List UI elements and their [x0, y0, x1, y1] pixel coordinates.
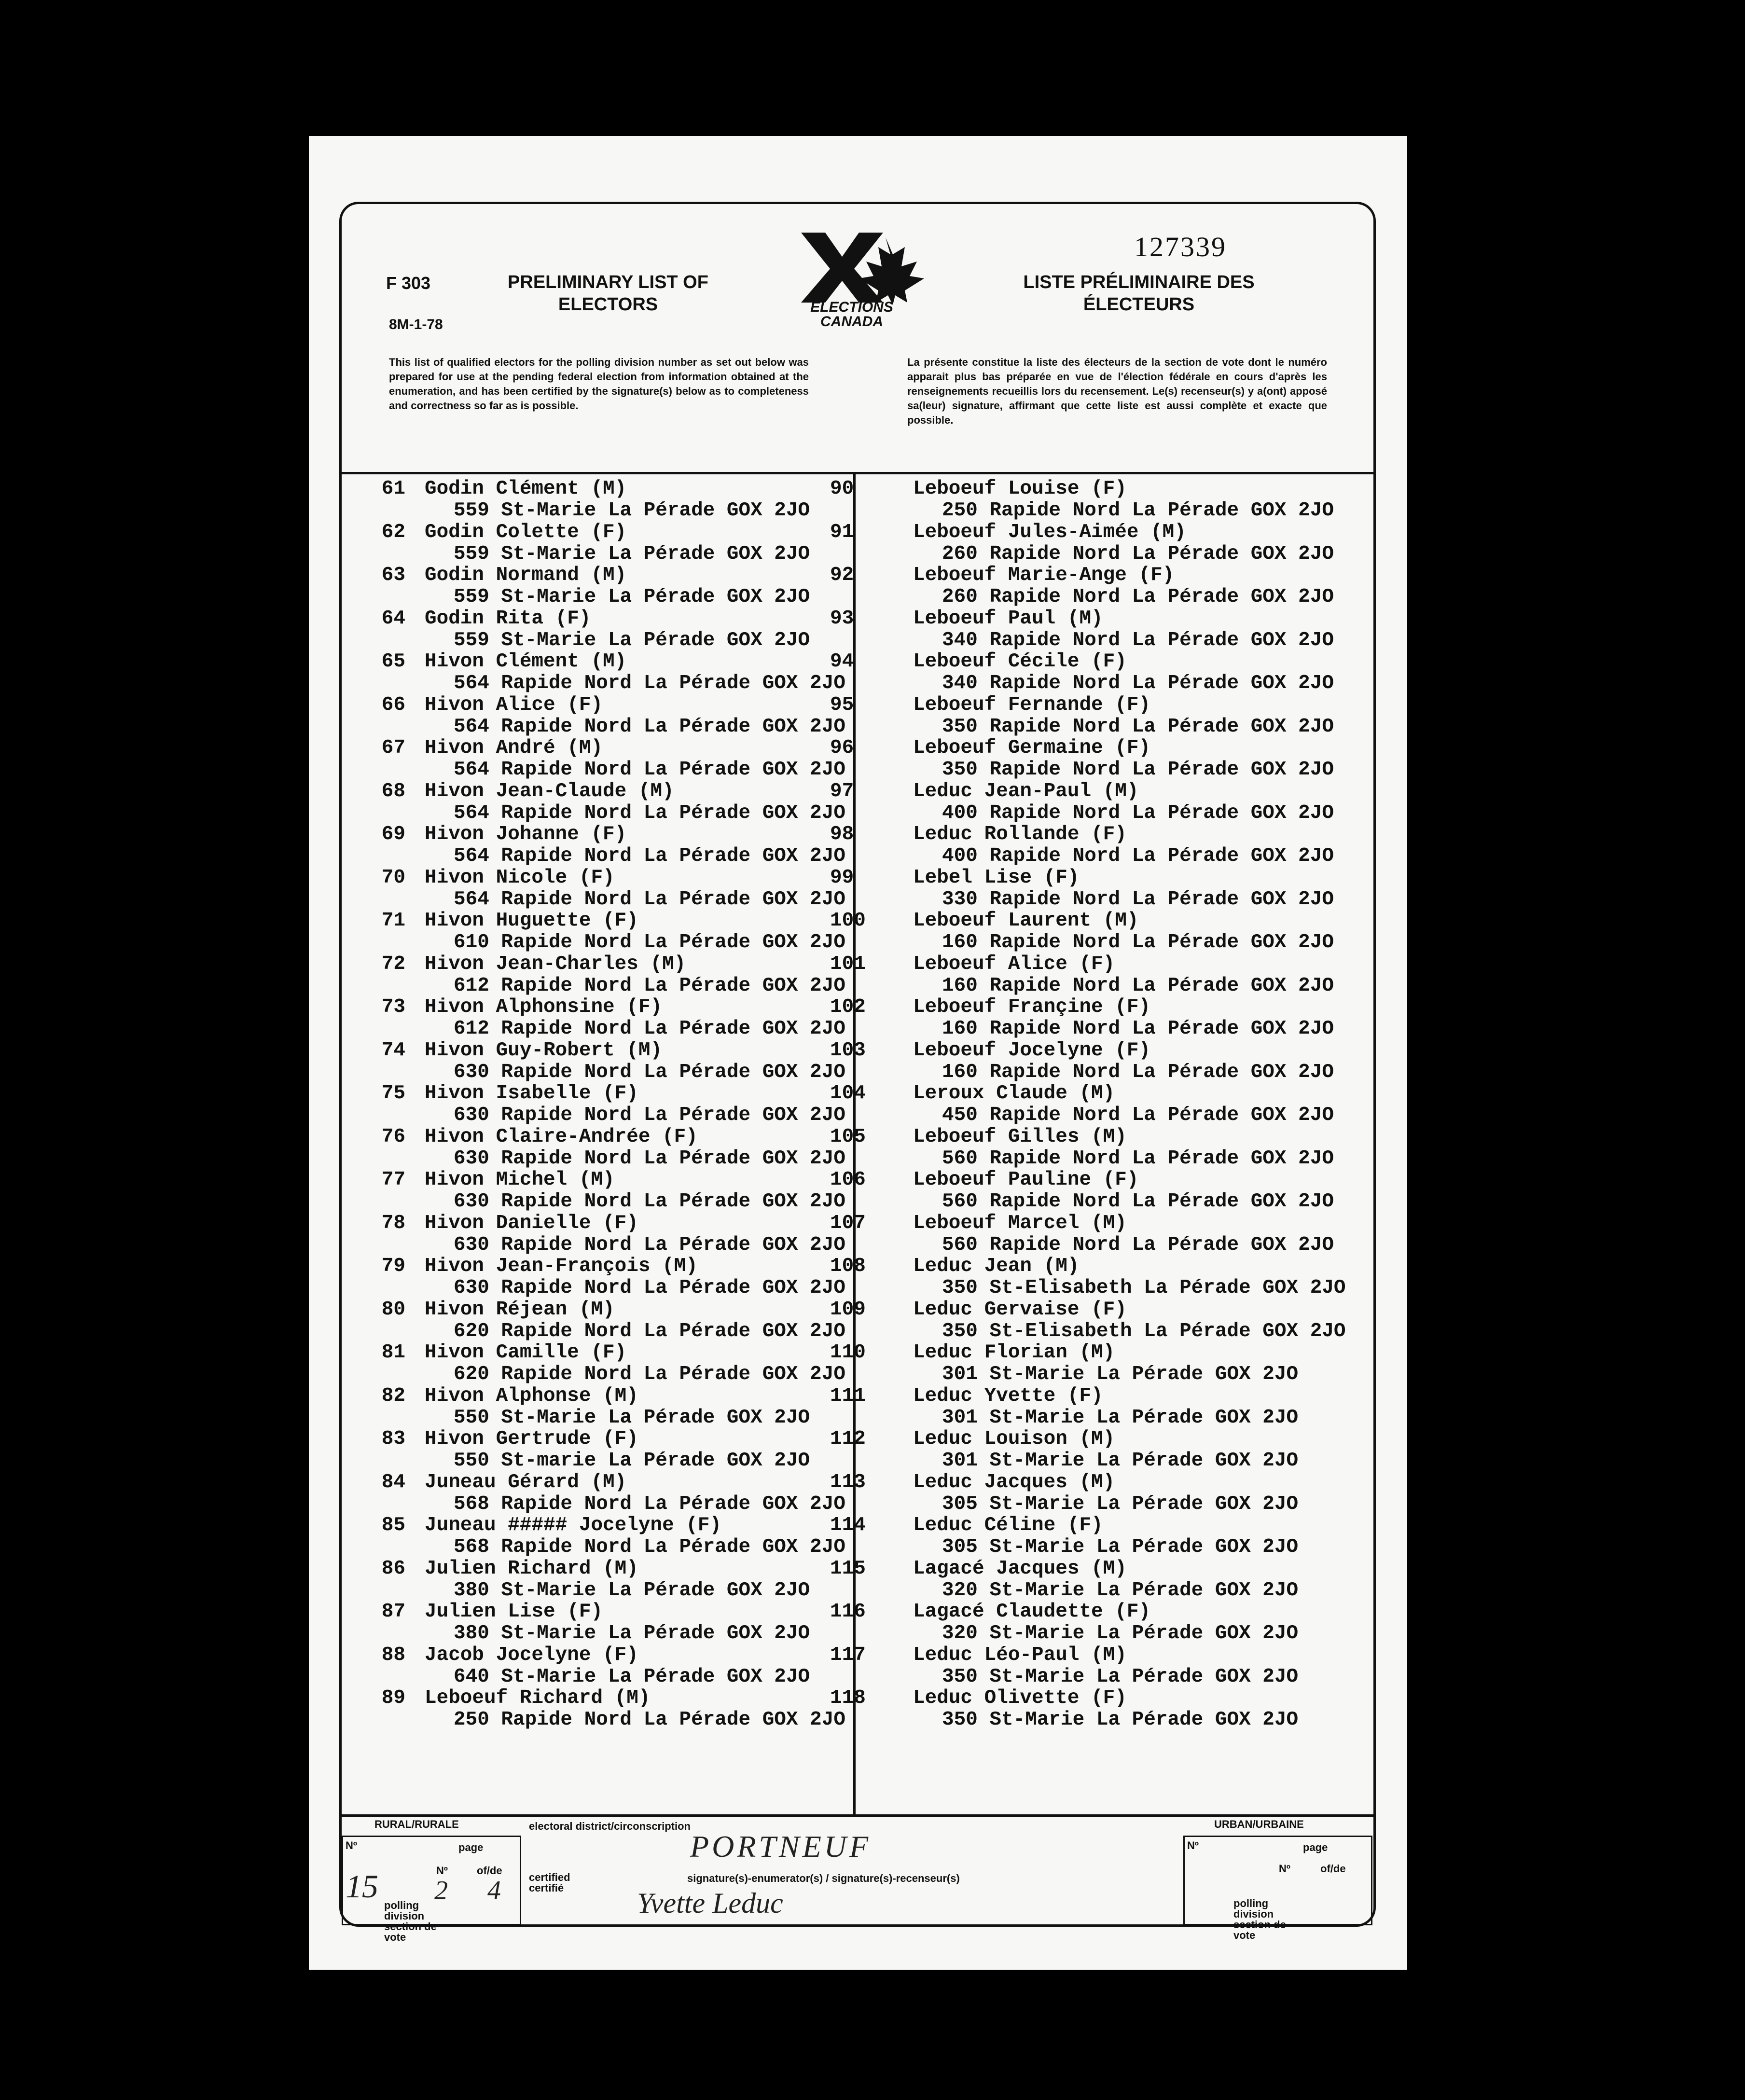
entry-number: 86: [381, 1557, 405, 1580]
page-number-handwritten: 2: [434, 1876, 448, 1906]
entry-name: Hivon Alphonse (M): [425, 1384, 638, 1407]
urban-no-label: Nº: [1187, 1839, 1199, 1851]
entry-number: 90: [830, 478, 854, 500]
entry-name: Leboeuf Françine (F): [913, 996, 1151, 1018]
entry-name: Hivon Isabelle (F): [425, 1082, 638, 1105]
entry-number: 82: [381, 1384, 405, 1407]
entry-address: 160 Rapide Nord La Pérade GOX 2JO: [942, 974, 1334, 997]
entry-name: Leboeuf Cécile (F): [913, 650, 1127, 673]
entry-address: 301 St-Marie La Pérade GOX 2JO: [942, 1406, 1299, 1429]
entry-number: 94: [830, 650, 854, 673]
entry-address: 305 St-Marie La Pérade GOX 2JO: [942, 1536, 1299, 1558]
entry-address: 564 Rapide Nord La Pérade GOX 2JO: [454, 715, 845, 738]
entry-address: 559 St-Marie La Pérade GOX 2JO: [454, 629, 810, 651]
entry-name: Hivon Danielle (F): [425, 1212, 638, 1234]
elections-canada-logo: [796, 228, 927, 329]
entry-name: Godin Rita (F): [425, 607, 591, 630]
entry-name: Hivon Huguette (F): [425, 910, 638, 932]
entry-name: Juneau Gérard (M): [425, 1471, 627, 1493]
entry-name: Leboeuf Marcel (M): [913, 1212, 1127, 1234]
entry-number: 93: [830, 607, 854, 630]
entry-name: Leduc Florian (M): [913, 1341, 1115, 1364]
entry-address: 340 Rapide Nord La Pérade GOX 2JO: [942, 672, 1334, 694]
entry-number: 70: [381, 866, 405, 889]
entry-address: 350 Rapide Nord La Pérade GOX 2JO: [942, 715, 1334, 738]
district-label: electoral district/circonscription: [529, 1820, 691, 1832]
entry-number: 61: [381, 478, 405, 500]
entry-name: Hivon Nicole (F): [425, 866, 615, 889]
entry-number: 91: [830, 521, 854, 543]
entry-address: 564 Rapide Nord La Pérade GOX 2JO: [454, 845, 845, 867]
entry-number: 74: [381, 1039, 405, 1062]
rural-of-label: of/de: [477, 1865, 502, 1877]
entry-address: 559 St-Marie La Pérade GOX 2JO: [454, 586, 810, 608]
intro-english: This list of qualified electors for the polling division number as set out below was prepared for use at the pending federal election from information obtained at the enumeration, and has been certified by the signature(s) below as to completeness and correctness so far as is possible.: [389, 356, 809, 412]
entry-number: 100: [830, 910, 866, 932]
intro-french: La présente constitue la liste des électeurs de la section de vote dont le numéro apparait plus bas préparée en vue de l'élection fédérale en cours d'après les renseignements recueillis lors du recensement. Le(s) recenseur(s) y a(ont) apposé sa(leur) signature, affirmant que cette liste est aussi complète et exacte que possible.: [907, 356, 1327, 426]
entry-number: 92: [830, 564, 854, 586]
entry-name: Leboeuf Richard (M): [425, 1687, 651, 1709]
entry-name: Leduc Léo-Paul (M): [913, 1644, 1127, 1666]
entry-name: Leboeuf Gilles (M): [913, 1125, 1127, 1148]
entry-address: 612 Rapide Nord La Pérade GOX 2JO: [454, 1018, 845, 1040]
entry-address: 620 Rapide Nord La Pérade GOX 2JO: [454, 1320, 845, 1342]
entry-name: Hivon Gertrude (F): [425, 1428, 638, 1450]
entry-name: Leboeuf Paul (M): [913, 607, 1103, 630]
entry-address: 560 Rapide Nord La Pérade GOX 2JO: [942, 1147, 1334, 1170]
page-of-handwritten: 4: [487, 1876, 501, 1906]
entry-address: 550 St-marie La Pérade GOX 2JO: [454, 1450, 810, 1472]
entry-name: Hivon Claire-Andrée (F): [425, 1125, 698, 1148]
signature-handwritten: Yvette Leduc: [637, 1887, 783, 1919]
entry-name: Hivon Clément (M): [425, 650, 627, 673]
entry-number: 113: [830, 1471, 866, 1493]
entry-number: 99: [830, 866, 854, 889]
entry-address: 340 Rapide Nord La Pérade GOX 2JO: [942, 629, 1334, 651]
entry-name: Lagacé Claudette (F): [913, 1601, 1151, 1623]
entry-number: 78: [381, 1212, 405, 1234]
entry-name: Leboeuf Jules-Aimée (M): [913, 521, 1186, 543]
entry-number: 73: [381, 996, 405, 1018]
entry-address: 260 Rapide Nord La Pérade GOX 2JO: [942, 586, 1334, 608]
entry-number: 75: [381, 1082, 405, 1105]
entry-number: 89: [381, 1687, 405, 1709]
entry-number: 68: [381, 780, 405, 802]
entry-name: Hivon Guy-Robert (M): [425, 1039, 663, 1062]
entry-address: 568 Rapide Nord La Pérade GOX 2JO: [454, 1536, 845, 1558]
rural-label: RURAL/RURALE: [374, 1818, 459, 1830]
entry-number: 95: [830, 693, 854, 716]
entry-name: Julien Lise (F): [425, 1601, 603, 1623]
entry-number: 109: [830, 1298, 866, 1321]
entry-address: 630 Rapide Nord La Pérade GOX 2JO: [454, 1277, 845, 1299]
entry-number: 67: [381, 737, 405, 759]
entry-name: Hivon Jean-Charles (M): [425, 953, 686, 975]
urban-page-no-label: Nº: [1279, 1863, 1290, 1875]
entry-number: 105: [830, 1125, 866, 1148]
entry-number: 112: [830, 1428, 866, 1450]
rural-page-no-label: Nº: [436, 1865, 448, 1877]
entry-address: 250 Rapide Nord La Pérade GOX 2JO: [454, 1709, 845, 1731]
entry-address: 630 Rapide Nord La Pérade GOX 2JO: [454, 1104, 845, 1126]
entry-address: 350 Rapide Nord La Pérade GOX 2JO: [942, 759, 1334, 781]
entry-number: 97: [830, 780, 854, 802]
divider-bottom: [342, 1814, 1373, 1817]
entry-number: 64: [381, 607, 405, 630]
entry-name: Godin Normand (M): [425, 564, 627, 586]
entry-number: 76: [381, 1125, 405, 1148]
entry-name: Leboeuf Pauline (F): [913, 1169, 1139, 1191]
entry-address: 330 Rapide Nord La Pérade GOX 2JO: [942, 888, 1334, 911]
district-handwritten: PORTNEUF: [690, 1829, 872, 1864]
entry-address: 564 Rapide Nord La Pérade GOX 2JO: [454, 801, 845, 824]
entry-name: Leduc Céline (F): [913, 1514, 1103, 1536]
entry-address: 301 St-Marie La Pérade GOX 2JO: [942, 1363, 1299, 1385]
entry-name: Godin Colette (F): [425, 521, 627, 543]
entry-name: Leboeuf Laurent (M): [913, 910, 1139, 932]
entry-number: 63: [381, 564, 405, 586]
urban-page-label: page: [1303, 1841, 1328, 1853]
entry-number: 104: [830, 1082, 866, 1105]
entry-name: Leroux Claude (M): [913, 1082, 1115, 1105]
entry-name: Hivon Alphonsine (F): [425, 996, 663, 1018]
urban-polling-label: polling division section de vote: [1233, 1897, 1286, 1941]
rural-page-label: page: [458, 1841, 484, 1853]
entry-name: Leduc Yvette (F): [913, 1384, 1103, 1407]
entry-number: 107: [830, 1212, 866, 1234]
entry-name: Hivon Jean-Claude (M): [425, 780, 674, 802]
entry-name: Leboeuf Alice (F): [913, 953, 1115, 975]
entry-name: Leduc Jacques (M): [913, 1471, 1115, 1493]
entry-name: Leboeuf Fernande (F): [913, 693, 1151, 716]
entry-number: 71: [381, 910, 405, 932]
entry-name: Leduc Jean-Paul (M): [913, 780, 1139, 802]
entry-address: 559 St-Marie La Pérade GOX 2JO: [454, 542, 810, 565]
urban-of-label: of/de: [1320, 1863, 1346, 1875]
rural-no-label: Nº: [346, 1839, 357, 1851]
entry-number: 106: [830, 1169, 866, 1191]
entry-address: 568 Rapide Nord La Pérade GOX 2JO: [454, 1492, 845, 1515]
form-number: F 303: [386, 273, 431, 293]
entry-number: 118: [830, 1687, 866, 1709]
entry-name: Julien Richard (M): [425, 1557, 638, 1580]
entry-address: 564 Rapide Nord La Pérade GOX 2JO: [454, 888, 845, 911]
divider-top: [342, 472, 1373, 474]
entry-number: 80: [381, 1298, 405, 1321]
entry-address: 350 St-Elisabeth La Pérade GOX 2JO: [942, 1320, 1346, 1342]
entry-address: 380 St-Marie La Pérade GOX 2JO: [454, 1579, 810, 1602]
entry-number: 103: [830, 1039, 866, 1062]
form-date: 8M-1-78: [389, 317, 443, 332]
entry-name: Godin Clément (M): [425, 478, 627, 500]
entry-address: 305 St-Marie La Pérade GOX 2JO: [942, 1492, 1299, 1515]
entry-name: Leduc Jean (M): [913, 1255, 1080, 1277]
entry-number: 96: [830, 737, 854, 759]
entry-address: 560 Rapide Nord La Pérade GOX 2JO: [942, 1233, 1334, 1256]
entry-name: Leduc Gervaise (F): [913, 1298, 1127, 1321]
entry-address: 559 St-Marie La Pérade GOX 2JO: [454, 499, 810, 522]
entry-address: 350 St-Elisabeth La Pérade GOX 2JO: [942, 1277, 1346, 1299]
entry-name: Leboeuf Germaine (F): [913, 737, 1151, 759]
entry-address: 350 St-Marie La Pérade GOX 2JO: [942, 1709, 1299, 1731]
entry-address: 610 Rapide Nord La Pérade GOX 2JO: [454, 931, 845, 953]
entry-address: 630 Rapide Nord La Pérade GOX 2JO: [454, 1233, 845, 1256]
entry-number: 102: [830, 996, 866, 1018]
entry-address: 450 Rapide Nord La Pérade GOX 2JO: [942, 1104, 1334, 1126]
entry-name: Leduc Rollande (F): [913, 823, 1127, 845]
entry-name: Hivon Michel (M): [425, 1169, 615, 1191]
entry-address: 250 Rapide Nord La Pérade GOX 2JO: [942, 499, 1334, 522]
entry-address: 612 Rapide Nord La Pérade GOX 2JO: [454, 974, 845, 997]
entry-number: 69: [381, 823, 405, 845]
entry-address: 630 Rapide Nord La Pérade GOX 2JO: [454, 1061, 845, 1083]
entry-number: 116: [830, 1601, 866, 1623]
entry-address: 380 St-Marie La Pérade GOX 2JO: [454, 1622, 810, 1644]
entry-number: 117: [830, 1644, 866, 1666]
entry-address: 260 Rapide Nord La Pérade GOX 2JO: [942, 542, 1334, 565]
entry-address: 630 Rapide Nord La Pérade GOX 2JO: [454, 1190, 845, 1213]
entry-number: 88: [381, 1644, 405, 1666]
rural-polling-label: polling division section de vote: [384, 1899, 437, 1943]
entry-address: 160 Rapide Nord La Pérade GOX 2JO: [942, 1018, 1334, 1040]
entry-address: 160 Rapide Nord La Pérade GOX 2JO: [942, 931, 1334, 953]
entry-number: 81: [381, 1341, 405, 1364]
entry-name: Leboeuf Jocelyne (F): [913, 1039, 1151, 1062]
urban-label: URBAN/URBAINE: [1214, 1818, 1304, 1830]
entry-number: 83: [381, 1428, 405, 1450]
entry-address: 640 St-Marie La Pérade GOX 2JO: [454, 1665, 810, 1688]
entry-number: 87: [381, 1601, 405, 1623]
signature-label: signature(s)-enumerator(s) / signature(s)-recenseur(s): [687, 1872, 960, 1884]
entry-number: 115: [830, 1557, 866, 1580]
entry-address: 620 Rapide Nord La Pérade GOX 2JO: [454, 1363, 845, 1385]
entry-number: 66: [381, 693, 405, 716]
entry-address: 550 St-Marie La Pérade GOX 2JO: [454, 1406, 810, 1429]
entry-name: Hivon Réjean (M): [425, 1298, 615, 1321]
certified-label: certified certifié: [529, 1871, 570, 1894]
entry-name: Lebel Lise (F): [913, 866, 1080, 889]
title-english: PRELIMINARY LIST OF ELECTORS: [508, 272, 708, 315]
polling-number-handwritten: 15: [346, 1868, 378, 1905]
entry-address: 160 Rapide Nord La Pérade GOX 2JO: [942, 1061, 1334, 1083]
entry-address: 630 Rapide Nord La Pérade GOX 2JO: [454, 1147, 845, 1170]
entry-number: 65: [381, 650, 405, 673]
entry-number: 62: [381, 521, 405, 543]
entry-name: Hivon André (M): [425, 737, 603, 759]
entry-number: 72: [381, 953, 405, 975]
entry-name: Leboeuf Marie-Ange (F): [913, 564, 1175, 586]
title-french: LISTE PRÉLIMINAIRE DES ÉLECTEURS: [1023, 272, 1255, 315]
entry-address: 400 Rapide Nord La Pérade GOX 2JO: [942, 801, 1334, 824]
entry-address: 564 Rapide Nord La Pérade GOX 2JO: [454, 759, 845, 781]
logo-text: ELECTIONS CANADA: [810, 299, 893, 330]
entry-name: Hivon Camille (F): [425, 1341, 627, 1364]
entry-number: 85: [381, 1514, 405, 1536]
entry-address: 350 St-Marie La Pérade GOX 2JO: [942, 1665, 1299, 1688]
entry-number: 101: [830, 953, 866, 975]
entry-name: Leduc Olivette (F): [913, 1687, 1127, 1709]
entry-address: 560 Rapide Nord La Pérade GOX 2JO: [942, 1190, 1334, 1213]
entry-address: 320 St-Marie La Pérade GOX 2JO: [942, 1579, 1299, 1602]
entry-name: Hivon Alice (F): [425, 693, 603, 716]
entry-address: 301 St-Marie La Pérade GOX 2JO: [942, 1450, 1299, 1472]
entry-number: 114: [830, 1514, 866, 1536]
entry-name: Juneau ##### Jocelyne (F): [425, 1514, 722, 1536]
entry-name: Hivon Jean-François (M): [425, 1255, 698, 1277]
entry-address: 320 St-Marie La Pérade GOX 2JO: [942, 1622, 1299, 1644]
entry-name: Lagacé Jacques (M): [913, 1557, 1127, 1580]
entry-name: Leduc Louison (M): [913, 1428, 1115, 1450]
entry-name: Leboeuf Louise (F): [913, 478, 1127, 500]
entry-number: 84: [381, 1471, 405, 1493]
entry-name: Jacob Jocelyne (F): [425, 1644, 638, 1666]
entry-number: 98: [830, 823, 854, 845]
entry-number: 108: [830, 1255, 866, 1277]
list-number: 127339: [1134, 231, 1227, 262]
maple-leaf-icon: [796, 228, 927, 305]
entry-number: 79: [381, 1255, 405, 1277]
entry-number: 77: [381, 1169, 405, 1191]
entry-address: 400 Rapide Nord La Pérade GOX 2JO: [942, 845, 1334, 867]
entry-number: 111: [830, 1384, 866, 1407]
entry-address: 564 Rapide Nord La Pérade GOX 2JO: [454, 672, 845, 694]
entry-number: 110: [830, 1341, 866, 1364]
entry-name: Hivon Johanne (F): [425, 823, 627, 845]
